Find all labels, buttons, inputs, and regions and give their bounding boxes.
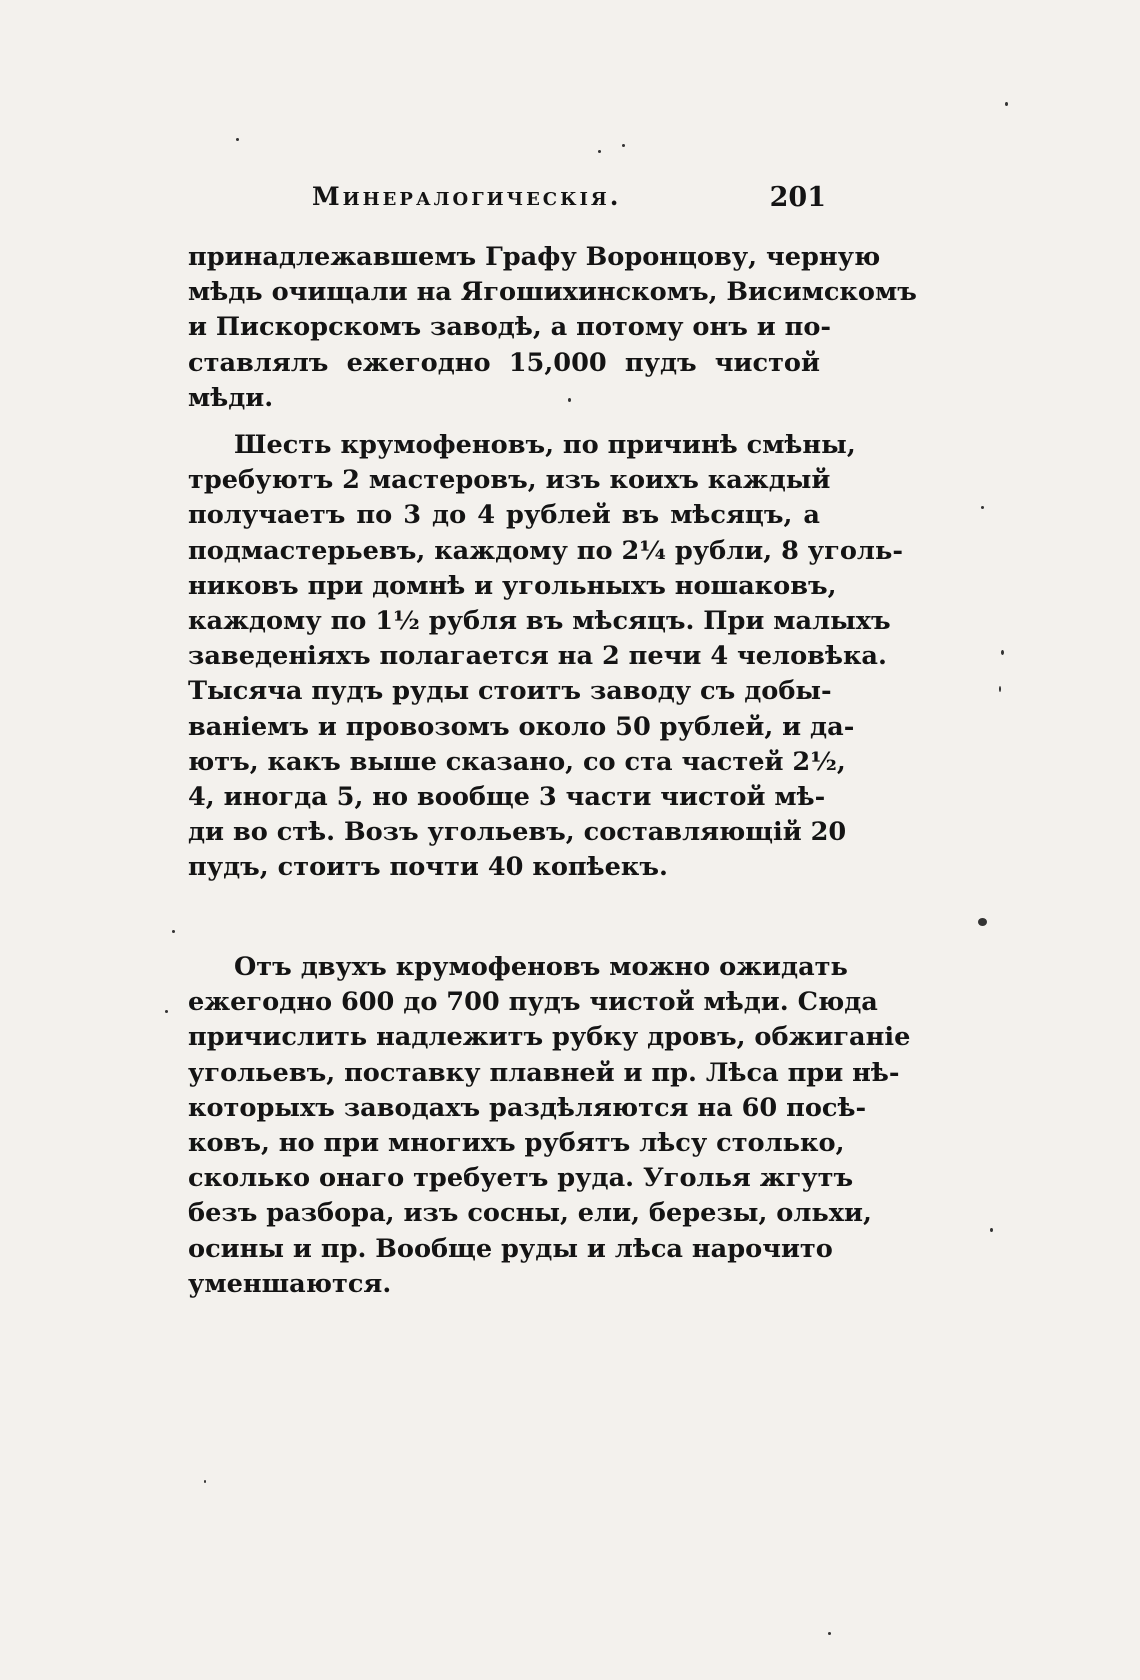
paragraph-2 [188, 428, 903, 886]
page-header [312, 182, 826, 218]
scan-speck [622, 144, 625, 147]
scan-speck [165, 1010, 168, 1013]
scan-speck [978, 918, 987, 926]
text-line: принадлежавшемъ Графу Воронцову, черную [188, 242, 881, 272]
scan-speck [568, 398, 571, 402]
scan-speck [990, 1228, 993, 1232]
text-line: мѣди. [188, 382, 274, 413]
text-line: заведенiяхъ полагается на 2 печи 4 человѣка. [188, 641, 887, 672]
text-line: сколько онаго требуетъ руда. Уголья жгутъ [188, 1163, 854, 1194]
text-line: ставлялъ ежегодно 15,000 пудъ чистой [188, 347, 820, 378]
text-line: никовъ при домнѣ и угольныхъ ношаковъ, [188, 570, 837, 601]
text-line: мѣдь очищали на Ягошихинскомъ, Висимскомъ [188, 277, 917, 308]
running-head: Минералогическiя. [312, 182, 622, 211]
text-line: получаетъ по 3 до 4 рублей въ мѣсяцъ, а [188, 500, 820, 531]
text-line: безъ разбора, изъ сосны, ели, березы, ольхи, [188, 1198, 872, 1229]
text-line: ванiемъ и провозомъ около 50 рублей, и да- [188, 711, 855, 742]
scan-speck [172, 930, 175, 933]
text-line: ковъ, но при многихъ рубятъ лѣсу столько, [188, 1128, 845, 1159]
text-line: пудъ, стоитъ почти 40 копѣекъ. [188, 852, 668, 883]
text-line: причислить надлежитъ рубку дровъ, обжиганiе [188, 1022, 911, 1053]
text-line: и Пискорскомъ заводѣ, а потому онъ и по- [188, 312, 832, 343]
scan-speck [1001, 650, 1004, 655]
text-line: уменшаются. [188, 1268, 392, 1299]
scan-speck [828, 1632, 831, 1635]
scan-speck [204, 1480, 206, 1483]
text-line: Отъ двухъ крумофеновъ можно ожидать [234, 952, 848, 982]
scan-speck [598, 150, 601, 153]
scan-speck [981, 506, 984, 509]
scan-speck [1005, 102, 1008, 106]
text-line: осины и пр. Вообще руды и лѣса нарочито [188, 1233, 833, 1264]
text-line: 4, иногда 5, но вообще 3 части чистой мѣ- [188, 782, 826, 813]
text-line: Тысяча пудъ руды стоитъ заводу съ добы- [188, 676, 832, 707]
scan-speck [999, 686, 1001, 692]
text-line: каждому по 1½ рубля въ мѣсяцъ. При малыхъ [188, 606, 891, 637]
text-line: угольевъ, поставку плавней и пр. Лѣса при нѣ- [188, 1057, 900, 1088]
text-line: ди во стѣ. Возъ угольевъ, составляющiй 20 [188, 817, 847, 848]
text-line: Шесть крумофеновъ, по причинѣ смѣны, [234, 430, 856, 460]
page-number: 201 [769, 182, 826, 213]
paragraph-3 [188, 950, 911, 1302]
scan-speck [236, 138, 239, 141]
text-line: подмастерьевъ, каждому по 2¼ рубли, 8 уголь- [188, 535, 903, 566]
text-line: ютъ, какъ выше сказано, со ста частей 2½, [188, 746, 846, 777]
text-line: которыхъ заводахъ раздѣляются на 60 посѣ- [188, 1092, 867, 1123]
text-line: требуютъ 2 мастеровъ, изъ коихъ каждый [188, 465, 831, 496]
text-line: ежегодно 600 до 700 пудъ чистой мѣди. Сюда [188, 987, 878, 1018]
paragraph-1 [188, 240, 917, 416]
